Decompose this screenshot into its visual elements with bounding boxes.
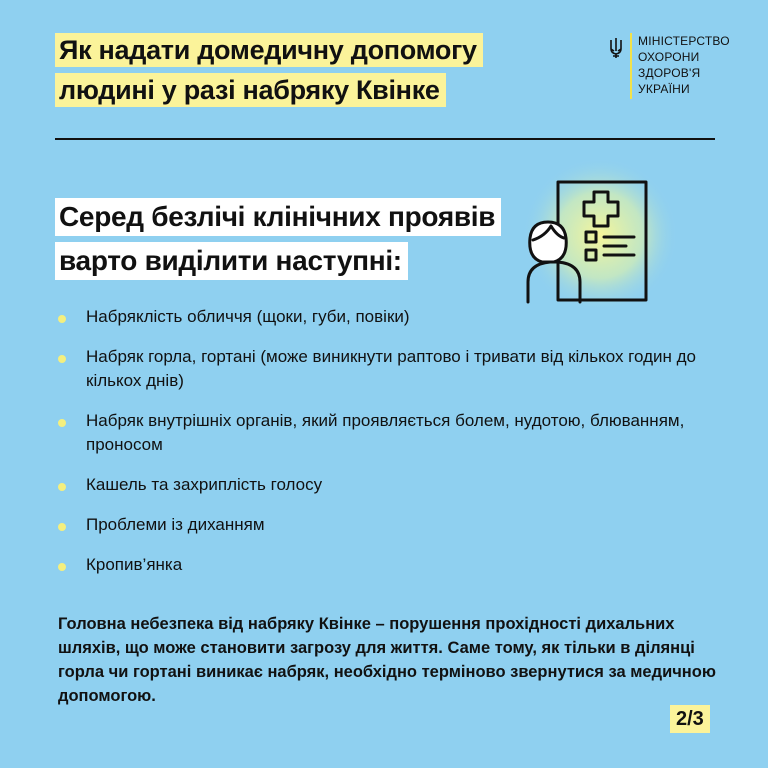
logo-line-2: ОХОРОНИ bbox=[638, 50, 700, 64]
logo-line-4: УКРАЇНИ bbox=[638, 82, 690, 96]
page-indicator: 2/3 bbox=[670, 705, 710, 733]
divider-line bbox=[55, 138, 715, 140]
logo-text bbox=[638, 33, 730, 97]
bullet-icon bbox=[58, 563, 66, 571]
logo-line-3: ЗДОРОВ'Я bbox=[638, 66, 701, 80]
bullet-icon bbox=[58, 523, 66, 531]
list-item: Кашель та захриплість голосу bbox=[58, 473, 698, 497]
list-item: Набряк внутрішніх органів, який проявляється болем, нудотою, блюванням, проносом bbox=[58, 409, 698, 457]
bullet-icon bbox=[58, 355, 66, 363]
ministry-logo bbox=[608, 33, 730, 99]
doctor-medical-record-icon bbox=[490, 160, 690, 320]
bullet-icon bbox=[58, 483, 66, 491]
logo-divider bbox=[630, 33, 632, 99]
bullet-icon bbox=[58, 419, 66, 427]
symptom-list bbox=[58, 305, 698, 593]
subtitle-line-2: варто виділити наступні: bbox=[55, 242, 408, 280]
bullet-icon bbox=[58, 315, 66, 323]
title-line-2: людині у разі набряку Квінке bbox=[55, 73, 446, 107]
logo-line-1: МІНІСТЕРСТВО bbox=[638, 34, 730, 48]
list-item: Набряклість обличчя (щоки, губи, повіки) bbox=[58, 305, 698, 329]
list-item: Набряк горла, гортані (може виникнути раптово і тривати від кількох годин до кількох днів) bbox=[58, 345, 698, 393]
list-item: Проблеми із диханням bbox=[58, 513, 698, 537]
subtitle-line-1: Серед безлічі клінічних проявів bbox=[55, 198, 501, 236]
tryzub-icon bbox=[608, 37, 624, 59]
list-item: Кропив’янка bbox=[58, 553, 698, 577]
section-subtitle bbox=[55, 198, 501, 286]
danger-note: Головна небезпека від набряку Квінке – порушення прохідності дихальних шляхів, що може становити загрозу для життя. Саме тому, як тільки в ділянці горла чи гортані виникає набряк, необхідно терміново звернутися за медичною допомогою. bbox=[58, 615, 716, 705]
title-line-1: Як надати домедичну допомогу bbox=[55, 33, 483, 67]
page-title bbox=[55, 33, 483, 113]
